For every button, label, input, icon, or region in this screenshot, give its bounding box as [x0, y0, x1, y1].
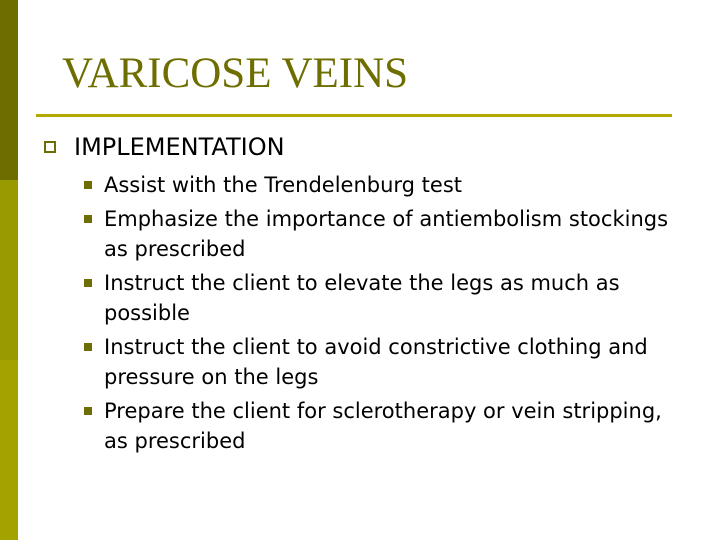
- list-item-text: Instruct the client to elevate the legs as much as possible: [104, 271, 620, 325]
- level1-label: IMPLEMENTATION: [74, 133, 285, 161]
- title-underline: [36, 114, 672, 117]
- square-bullet-icon: [84, 407, 92, 415]
- list-item: [84, 204, 684, 264]
- hollow-square-bullet-icon: [44, 141, 56, 153]
- list-item-text: Instruct the client to avoid constrictive clothing and pressure on the legs: [104, 335, 648, 389]
- list-item-text: Assist with the Trendelenburg test: [104, 173, 462, 197]
- list-item-text: Emphasize the importance of antiembolism stockings as prescribed: [104, 207, 669, 261]
- list-item: [84, 396, 684, 456]
- list-item: [84, 332, 684, 392]
- list-item: [84, 170, 684, 200]
- square-bullet-icon: [84, 215, 92, 223]
- left-accent-bar-top: [0, 0, 18, 180]
- list-item-text: Prepare the client for sclerotherapy or vein stripping, as prescribed: [104, 399, 662, 453]
- implementation-list: [84, 170, 684, 460]
- slide-title: VARICOSE VEINS: [62, 50, 409, 97]
- left-accent-bar-middle: [0, 180, 18, 360]
- square-bullet-icon: [84, 181, 92, 189]
- square-bullet-icon: [84, 343, 92, 351]
- square-bullet-icon: [84, 279, 92, 287]
- left-accent-bar-bottom: [0, 360, 18, 540]
- list-item: [84, 268, 684, 328]
